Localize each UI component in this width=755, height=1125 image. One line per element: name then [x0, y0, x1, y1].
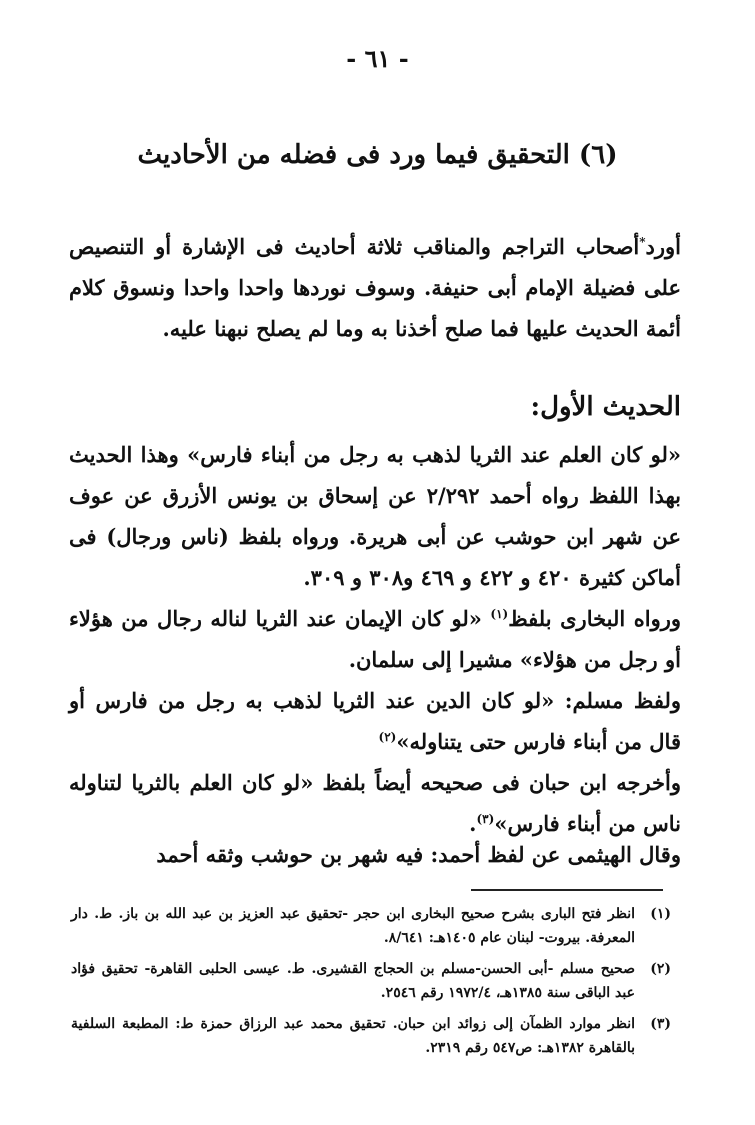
bukhari-text-before: ورواه البخارى بلفظ [508, 606, 681, 631]
ibn-hibban-text-after: . [469, 811, 477, 836]
footnote-number: (١) [650, 906, 671, 922]
bukhari-paragraph [69, 598, 681, 680]
intro-text-before: أورد [645, 234, 681, 259]
ibn-hibban-text: وأخرجه ابن حبان فى صحيحه أيضاً بلفظ «لو كان العلم بالثريا لتناوله ناس من أبناء فارس» [69, 770, 681, 836]
footnote-text: انظر موارد الظمآن إلى زوائد ابن حبان. تحقيق محمد عبد الرزاق حمزة ط: المطبعة السلفية بالقاهرة ١٣٨٢هـ: ص٥٤٧ رقم ٢٣١٩. [71, 1016, 635, 1056]
footnote-ref-1: (١) [490, 607, 509, 621]
section-heading: الحديث الأول: [530, 392, 681, 422]
footnote-text: صحيح مسلم -أبى الحسن-مسلم بن الحجاج القشيرى. ط. عيسى الحلبى القاهرة- تحقيق فؤاد عبد الباقى سنة ١٣٨٥هـ، ١٩٧٢/٤ رقم ٢٥٤٦. [71, 961, 635, 1001]
ibn-hibban-paragraph [69, 762, 681, 844]
footnote-divider [471, 889, 663, 891]
hadith-paragraph-1: «لو كان العلم عند الثريا لذهب به رجل من أبناء فارس» وهذا الحديث بهذا اللفظ رواه أحمد ٢/٢٩٢ عن إسحاق بن يونس الأزرق عن عوف عن شهر ابن حوشب عن أبى هريرة. ورواه بلفظ (ناس ورجال) فى أماكن كثيرة ٤٢٠ و ٤٢٢ و ٤٦٩ و٣٠٨ و ٣٠٩. [69, 442, 681, 590]
footnote-ref-2: (٢) [378, 730, 397, 744]
footnote-3 [71, 1012, 671, 1060]
footnote-2 [71, 957, 671, 1005]
muslim-text: ولفظ مسلم: «لو كان الدين عند الثريا لذهب به رجل من فارس أو قال من أبناء فارس حتى يتناوله» [69, 688, 681, 754]
intro-paragraph [69, 226, 681, 349]
footnote-number: (٣) [650, 1016, 671, 1032]
intro-marker: * [639, 235, 646, 249]
footnote-text: انظر فتح البارى بشرح صحيح البخارى ابن حجر -تحقيق عبد العزيز بن عبد الله بن باز. ط. دار المعرفة. بيروت- لبنان عام ١٤٠٥هـ: ٨/٦٤١. [71, 906, 635, 946]
footnote-ref-3: (٣) [476, 812, 495, 826]
bukhari-text-after: «لو كان الإيمان عند الثريا لناله رجال من هؤلاء أو رجل من هؤلاء» مشيرا إلى سلمان. [69, 606, 681, 672]
muslim-paragraph [69, 680, 681, 762]
footnote-1 [71, 902, 671, 950]
footnote-number: (٢) [650, 961, 671, 977]
haythami-paragraph: وقال الهيثمى عن لفظ أحمد: فيه شهر بن حوشب وثقه أحمد [156, 842, 681, 867]
intro-text-after: أصحاب التراجم والمناقب ثلاثة أحاديث فى الإشارة أو التنصيص على فضيلة الإمام أبى حنيفة. وسوف نوردها واحدا واحدا ونسوق كلام أئمة الحديث عليها فما صلح أخذنا به وما لم يصلح نبهنا عليه. [69, 234, 681, 341]
footnotes-section [71, 902, 671, 1067]
page-number: - ٦١ - [346, 44, 409, 73]
chapter-title: (٦) التحقيق فيما ورد فى فضله من الأحاديث [137, 140, 618, 170]
